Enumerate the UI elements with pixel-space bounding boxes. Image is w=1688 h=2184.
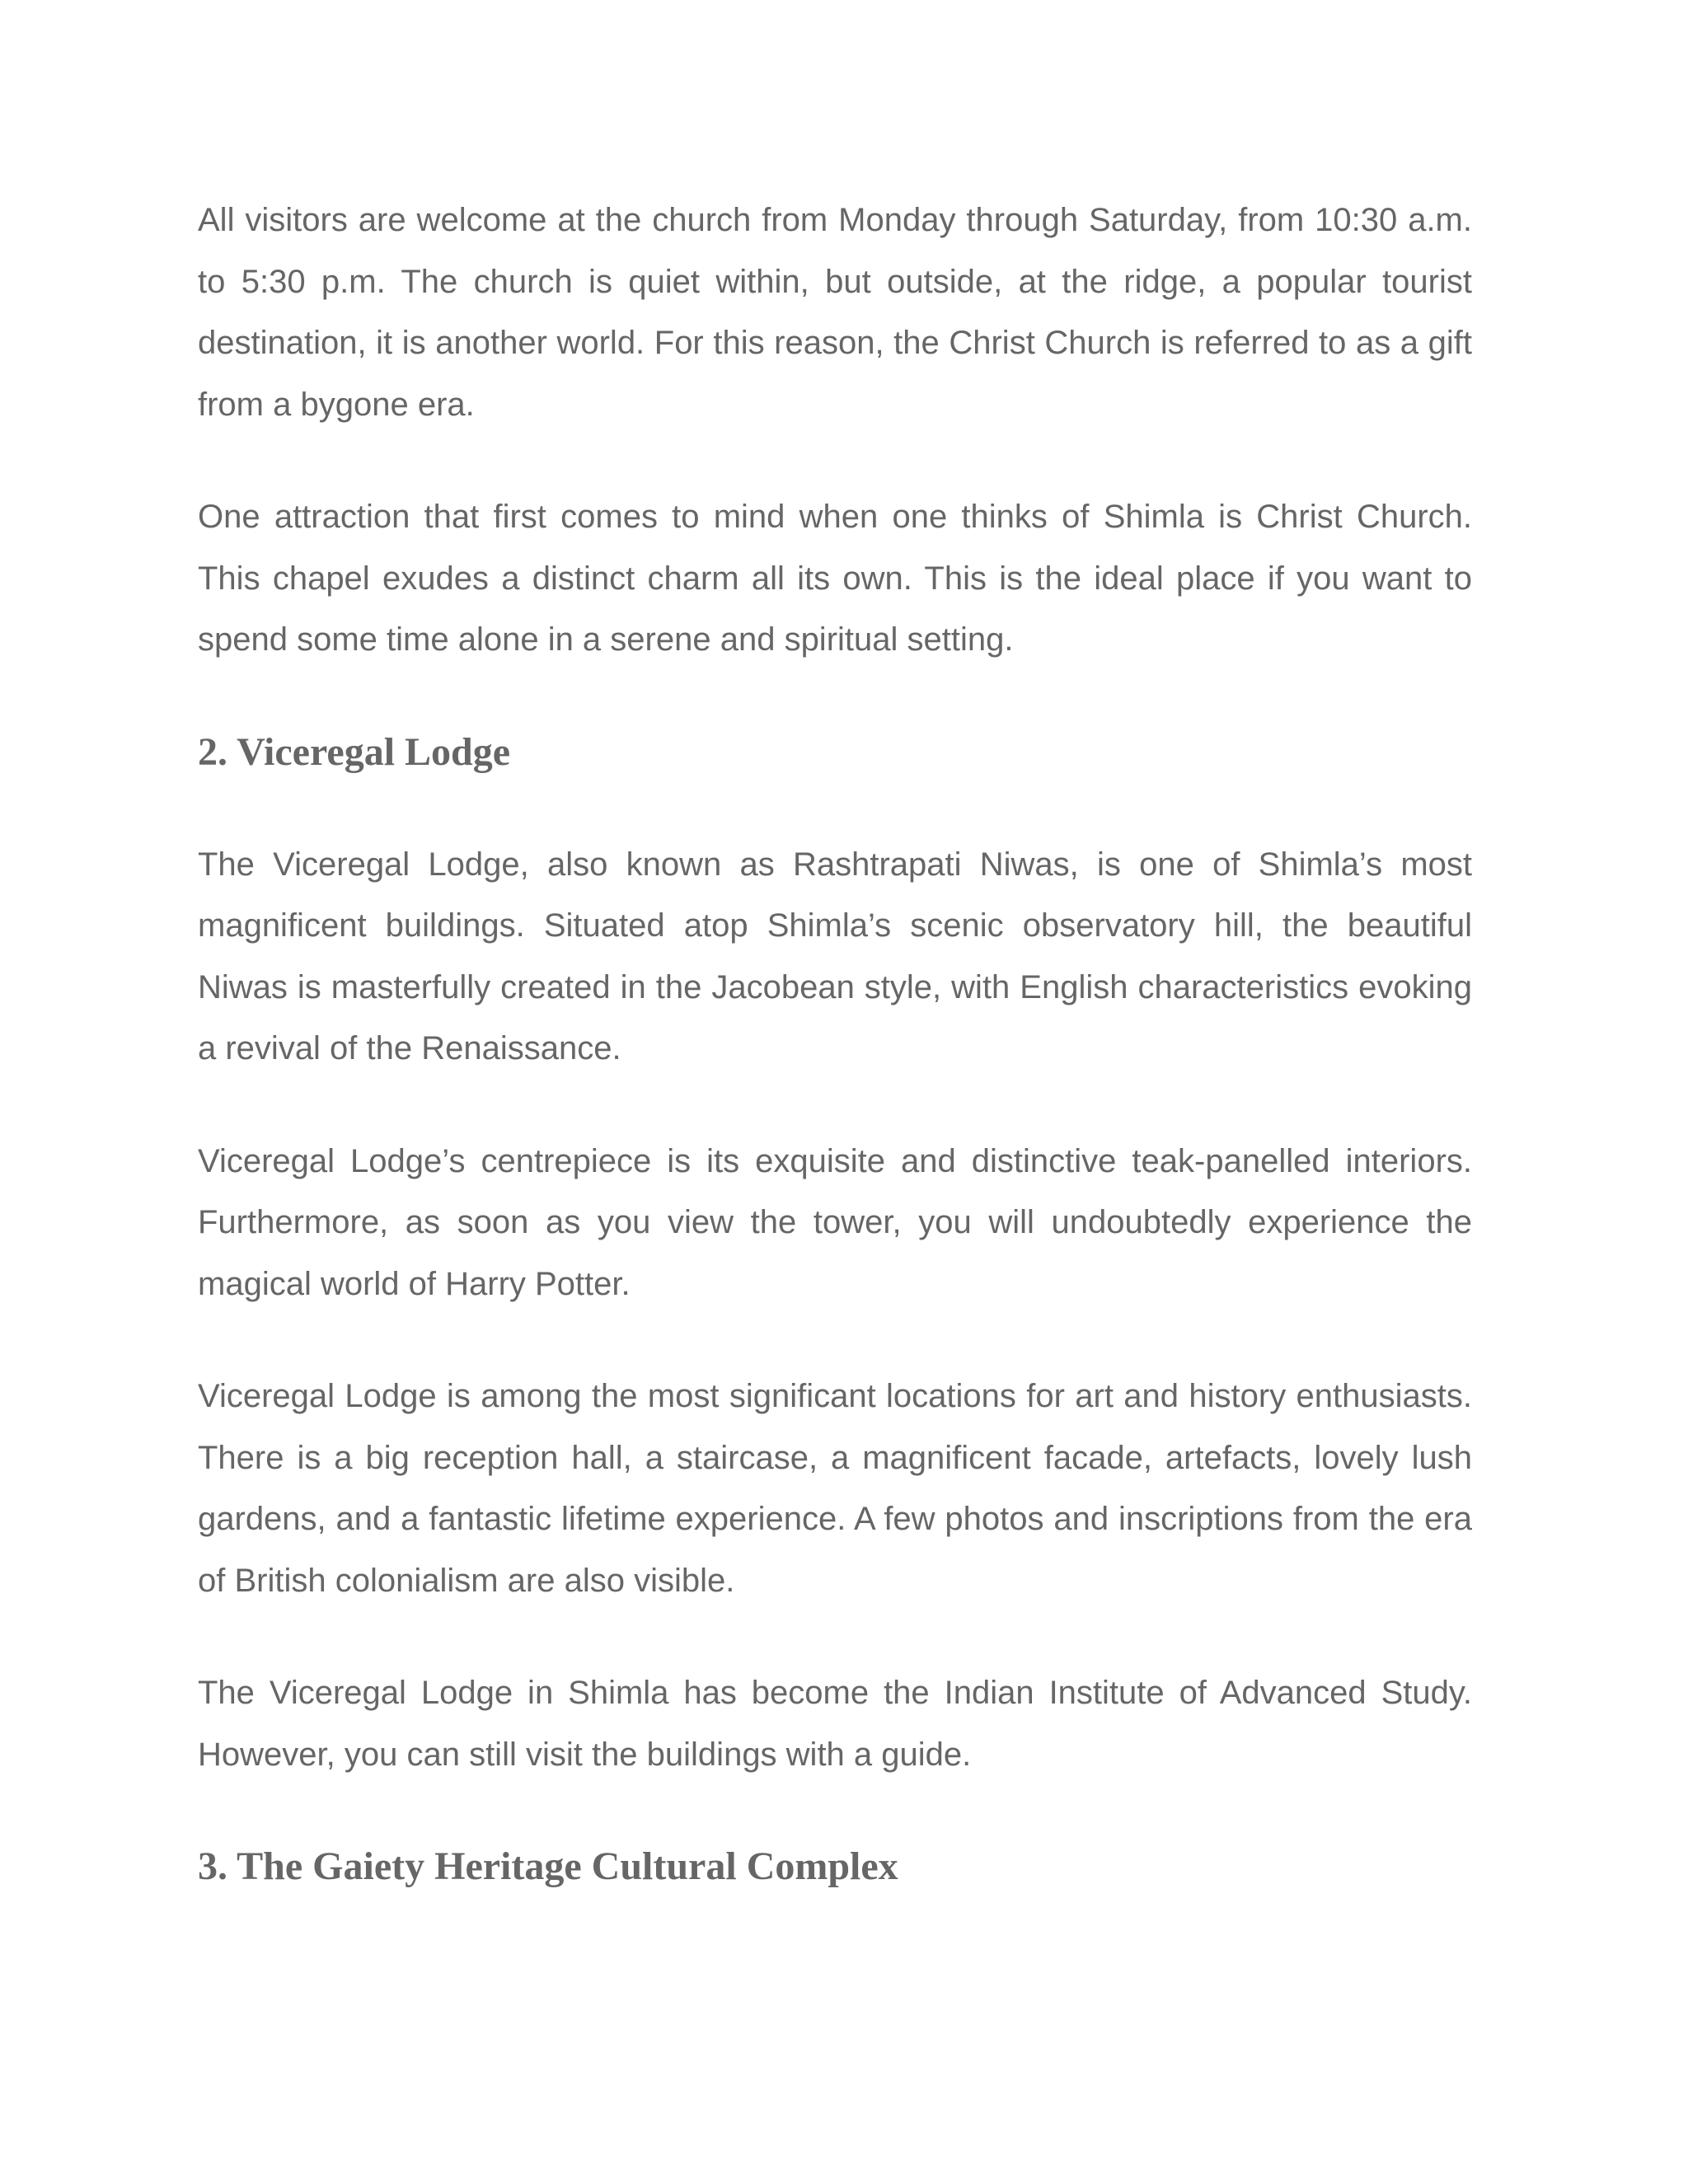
paragraph-viceregal-interiors: Viceregal Lodge’s centrepiece is its exquisite and distinctive teak-panelled interiors. Furthermore, as soon as you view the tower, you will undoubtedly experience the magical world of Harry Potter. — [198, 1142, 1472, 1302]
paragraph-christ-church-attraction: One attraction that first comes to mind when one thinks of Shimla is Christ Church. This chapel exudes a distinct charm all its own. This is the ideal place if you want to spend some time alone in a serene and spiritual setting. — [198, 499, 1472, 658]
document-body — [198, 190, 1472, 1897]
paragraph-church-visiting-hours: All visitors are welcome at the church from Monday through Saturday, from 10:30 a.m. to 5:30 p.m. The church is quiet within, but outside, at the ridge, a popular tourist destination, it is another world. For this reason, the Christ Church is referred to as a gift from a bygone era. — [198, 202, 1472, 423]
paragraph-viceregal-intro: The Viceregal Lodge, also known as Rashtrapati Niwas, is one of Shimla’s most magnificent buildings. Situated atop Shimla’s scenic observatory hill, the beautiful Niwas is masterfully created in the Jacobean style, with English characteristics evoking a revival of the Renaissance. — [198, 846, 1472, 1066]
paragraph-viceregal-significance: Viceregal Lodge is among the most significant locations for art and history enthusiasts. There is a big reception hall, a staircase, a magnificent facade, artefacts, lovely lush gardens, and a fantastic lifetime experience. A few photos and inscriptions from the era of British colonialism are also visible. — [198, 1378, 1472, 1599]
heading-gaiety-heritage: 3. The Gaiety Heritage Cultural Complex — [198, 1844, 898, 1888]
paragraph-viceregal-institute: The Viceregal Lodge in Shimla has become the Indian Institute of Advanced Study. However, you can still visit the buildings with a guide. — [198, 1675, 1472, 1773]
heading-viceregal-lodge: 2. Viceregal Lodge — [198, 729, 511, 774]
